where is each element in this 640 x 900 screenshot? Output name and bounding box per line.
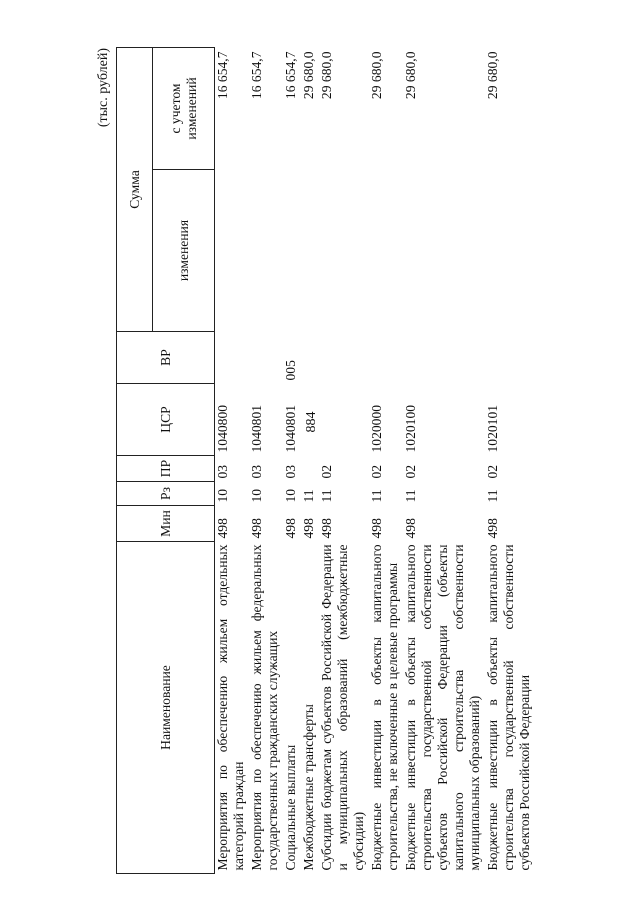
cell-name: Межбюджетные трансферты [301, 704, 316, 871]
cell-name: Субсидии бюджетам субъектов Российской Федерации и муниципальных образований (межбюджетные субсидии) [319, 544, 366, 871]
table-row [369, 48, 403, 874]
table-row [485, 48, 535, 874]
cell-min: 498 [283, 518, 298, 539]
cell-csr: 1020100 [403, 404, 418, 453]
table-body [215, 48, 536, 874]
cell-name: Социальные выплаты [283, 744, 298, 871]
cell-izm [485, 170, 535, 332]
cell-min: 498 [403, 518, 418, 539]
cell-pr [301, 456, 319, 482]
cell-izm [283, 170, 301, 332]
cell-total: 16 654,7 [215, 51, 230, 100]
header-pr: ПР [117, 456, 215, 482]
cell-izm [301, 170, 319, 332]
cell-rz: 10 [215, 488, 230, 503]
cell-vr [403, 332, 485, 384]
cell-name: Бюджетные инвестиции в объекты капитального строительства государственной собственности субъектов Российской Федерации (объекты капитального строительства собственности муниципальных образований) [403, 544, 482, 871]
cell-csr: 1040801 [283, 404, 298, 453]
cell-total: 29 680,0 [301, 51, 316, 100]
header-rz: Рз [117, 482, 215, 506]
cell-rz: 10 [283, 488, 298, 503]
table-row [249, 48, 283, 874]
cell-pr: 02 [319, 464, 334, 479]
cell-pr: 03 [283, 464, 298, 479]
cell-min: 498 [485, 518, 500, 539]
cell-vr [215, 332, 250, 384]
cell-izm [403, 170, 485, 332]
cell-total: 16 654,7 [283, 51, 298, 100]
cell-csr: 1040801 [249, 404, 264, 453]
cell-pr: 02 [369, 464, 384, 479]
cell-name: Бюджетные инвестиции в объекты капитального строительства государственной собственности субъектов Российской Федерации [485, 544, 532, 871]
cell-min: 498 [369, 518, 384, 539]
cell-pr: 02 [485, 464, 500, 479]
page-number: 884 [304, 411, 319, 433]
cell-min: 498 [301, 518, 316, 539]
table-row [215, 48, 250, 874]
cell-vr [319, 332, 369, 384]
cell-izm [319, 170, 369, 332]
table-row [301, 48, 319, 874]
cell-pr: 02 [403, 464, 418, 479]
cell-rz: 11 [485, 489, 500, 503]
cell-min: 498 [249, 518, 264, 539]
cell-vr [369, 332, 403, 384]
cell-izm [215, 170, 250, 332]
table-row [319, 48, 369, 874]
header-izmeneniya: изменения [153, 170, 215, 332]
cell-vr: 005 [283, 360, 298, 381]
cell-total: 29 680,0 [319, 51, 334, 100]
budget-table [116, 47, 535, 874]
rotated-page-content [96, 48, 566, 874]
header-csr: ЦСР [117, 384, 215, 456]
cell-total: 29 680,0 [403, 51, 418, 100]
cell-csr: 1020000 [369, 404, 384, 453]
cell-csr: 1020101 [485, 404, 500, 453]
cell-total: 29 680,0 [369, 51, 384, 100]
table-row [403, 48, 485, 874]
cell-vr [485, 332, 535, 384]
cell-min: 498 [319, 518, 334, 539]
cell-izm [369, 170, 403, 332]
header-min: Мин [117, 506, 215, 542]
header-vr: ВР [117, 332, 215, 384]
cell-vr [301, 332, 319, 384]
cell-min: 498 [215, 518, 230, 539]
cell-pr: 03 [249, 464, 264, 479]
table-row [283, 48, 301, 874]
cell-csr: 1040800 [215, 404, 230, 453]
cell-rz: 10 [249, 488, 264, 503]
cell-total: 29 680,0 [485, 51, 500, 100]
unit-note: (тыс. рублей) [96, 48, 111, 128]
cell-name: Бюджетные инвестиции в объекты капитального строительства, не включенные в целевые программы [369, 544, 400, 871]
cell-csr [301, 384, 319, 456]
cell-vr [249, 332, 283, 384]
header-s-uchetom: с учетом изменений [153, 48, 215, 170]
cell-pr: 03 [215, 464, 230, 479]
header-name: Наименование [117, 542, 215, 874]
cell-rz: 11 [369, 489, 384, 503]
cell-rz: 11 [301, 489, 316, 503]
cell-total: 16 654,7 [249, 51, 264, 100]
cell-name: Мероприятия по обеспечению жильем федеральных государственных гражданских служащих [249, 544, 280, 871]
cell-name: Мероприятия по обеспечению жильем отдельных категорий граждан [215, 544, 246, 871]
cell-rz: 11 [403, 489, 418, 503]
cell-csr [319, 384, 369, 456]
cell-rz: 11 [319, 489, 334, 503]
cell-izm [249, 170, 283, 332]
header-summa: Сумма [117, 48, 153, 332]
